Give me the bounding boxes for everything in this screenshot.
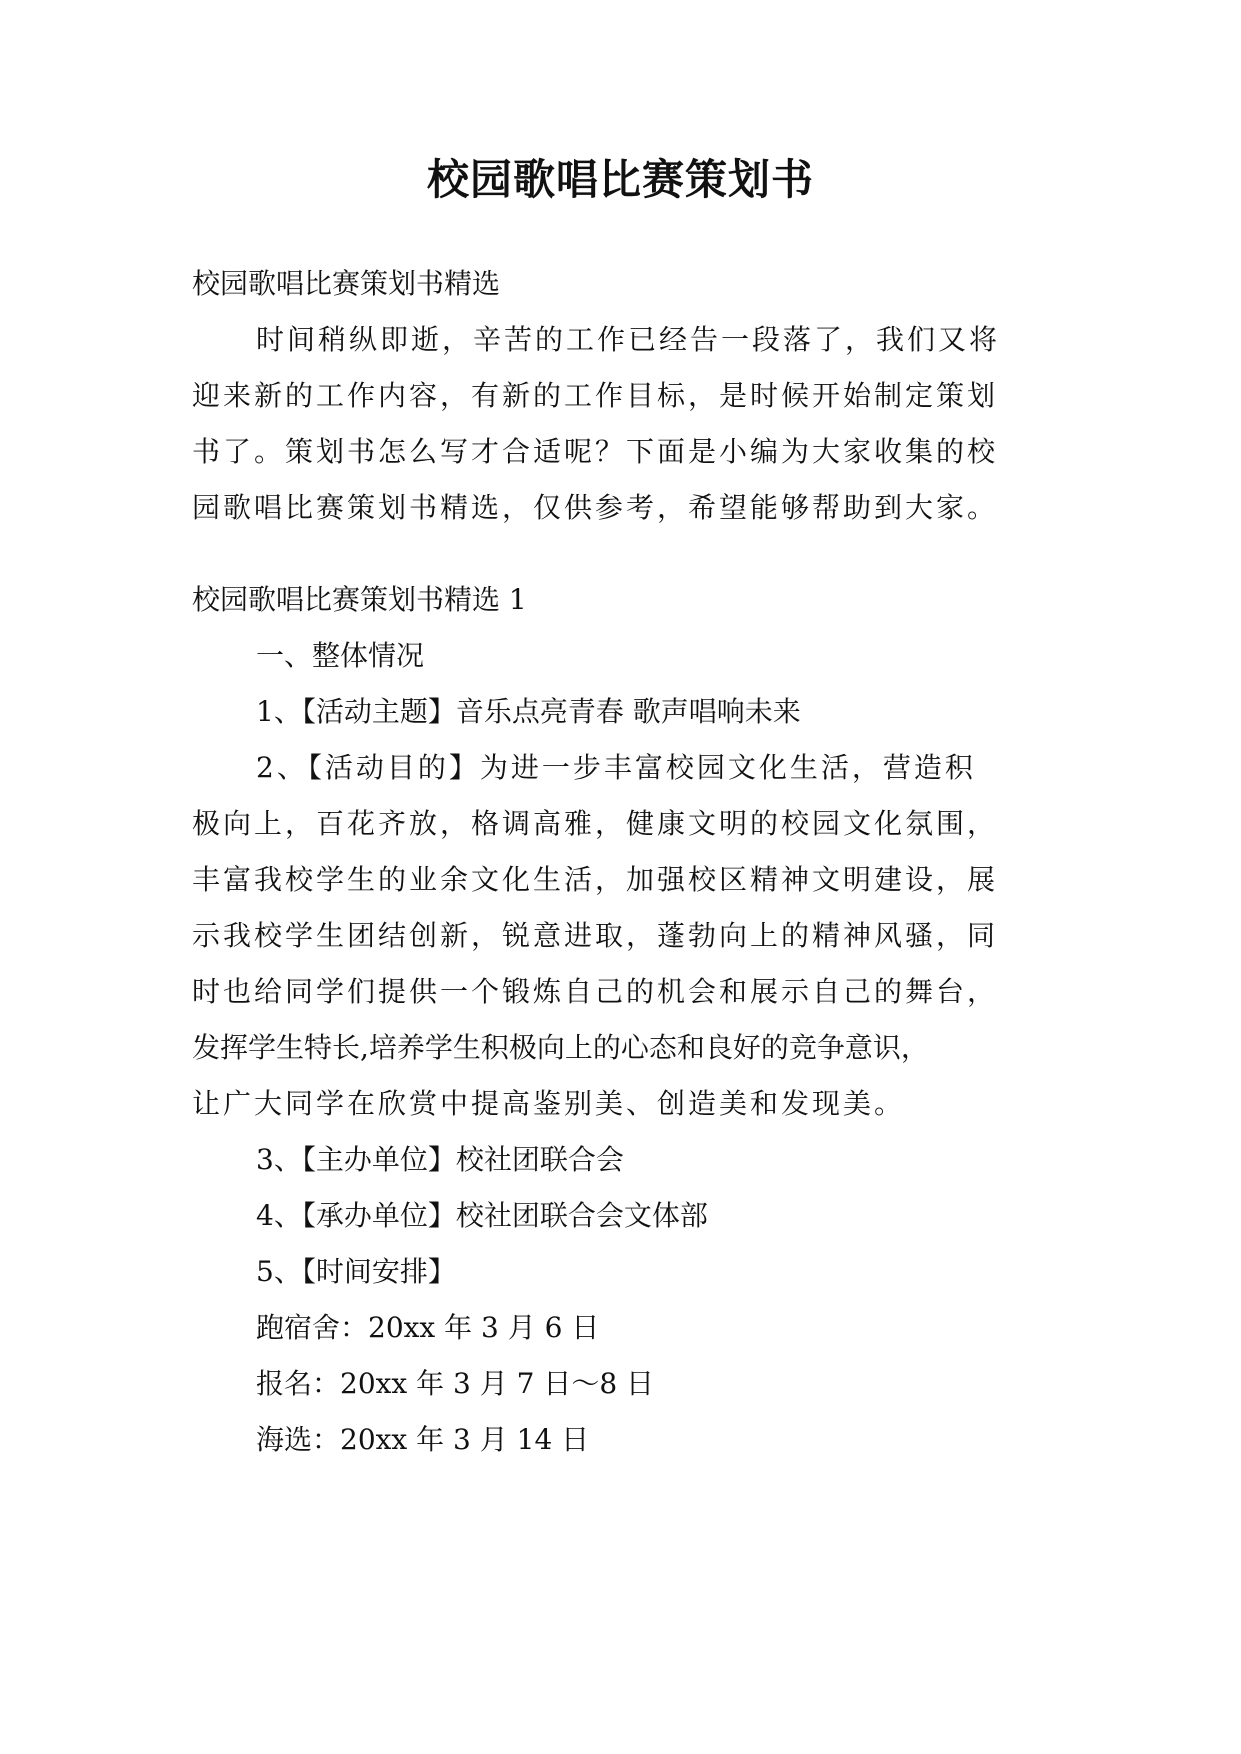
intro-line: 园歌唱比赛策划书精选，仅供参考，希望能够帮助到大家。 [192,491,999,524]
schedule-entry: 跑宿舍：20xx 年 3 月 6 日 [256,1311,600,1344]
item-purpose-line: 极向上，百花齐放，格调高雅，健康文明的校园文化氛围， [192,807,999,840]
item-theme: 1、【活动主题】音乐点亮青春 歌声唱响未来 [256,695,801,728]
intro-line: 书了。策划书怎么写才合适呢？下面是小编为大家收集的校 [192,435,999,468]
item-executor: 4、【承办单位】校社团联合会文体部 [256,1199,708,1232]
schedule-entry: 报名：20xx 年 3 月 7 日～8 日 [256,1367,655,1400]
item-organizer: 3、【主办单位】校社团联合会 [256,1143,624,1176]
overview-heading: 一、整体情况 [256,639,425,672]
item-purpose-line: 2、【活动目的】为进一步丰富校园文化生活，营造积 [256,751,976,784]
item-schedule-heading: 5、【时间安排】 [256,1255,456,1288]
document-title: 校园歌唱比赛策划书 [426,155,814,204]
item-purpose-line: 时也给同学们提供一个锻炼自己的机会和展示自己的舞台， [192,975,999,1008]
item-purpose-line: 示我校学生团结创新，锐意进取，蓬勃向上的精神风骚，同 [192,919,999,952]
section-heading: 校园歌唱比赛策划书精选 1 [192,583,527,616]
schedule-entry: 海选：20xx 年 3 月 14 日 [256,1423,590,1456]
intro-line: 迎来新的工作内容，有新的工作目标，是时候开始制定策划 [192,379,999,412]
document-subtitle: 校园歌唱比赛策划书精选 [192,267,501,300]
item-purpose-line: 发挥学生特长,培养学生积极向上的心态和良好的竞争意识， [192,1031,929,1064]
item-purpose-line: 丰富我校学生的业余文化生活，加强校区精神文明建设，展 [192,863,999,896]
intro-line: 时间稍纵即逝，辛苦的工作已经告一段落了，我们又将 [256,323,1001,356]
item-purpose-line: 让广大同学在欣赏中提高鉴别美、创造美和发现美。 [192,1087,906,1120]
